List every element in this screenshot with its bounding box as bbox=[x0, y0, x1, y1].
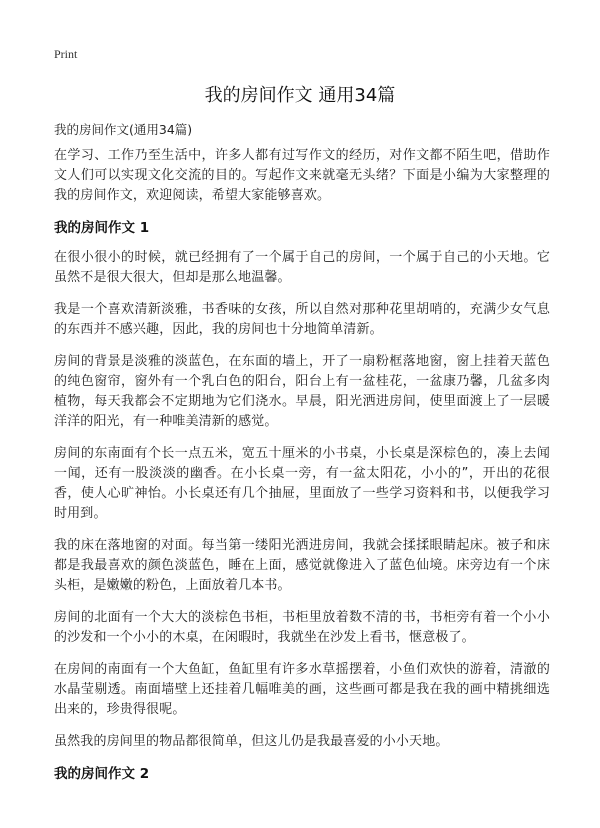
section-heading: 我的房间作文 1 bbox=[54, 220, 150, 236]
body-paragraph: 房间的东南面有个长一点五米，宽五十厘米的小书桌，小长桌是深棕色的，凑上去闻一闻，还有一股淡淡的幽香。在小长桌一旁，有一盆太阳花，小小的”，开出的花很香，使人心旷神怡。小长桌还有几个抽屉，里面放了一些学习资料和书，以便我学习时用到。 bbox=[54, 446, 550, 521]
body-paragraph: 我是一个喜欢清新淡雅，书香味的女孩，所以自然对那种花里胡哨的，充满少女气息的东西并不感兴趣，因此，我的房间也十分地简单清新。 bbox=[54, 302, 550, 337]
document-subtitle: 我的房间作文(通用34篇) bbox=[54, 122, 193, 137]
body-paragraph: 我的床在落地窗的对面。每当第一缕阳光洒进房间，我就会揉揉眼睛起床。被子和床都是我最喜欢的颜色淡蓝色，睡在上面，感觉就像进入了蓝色仙境。床旁边有一个床头柜，是嫩嫩的粉色，上面放着几本书。 bbox=[54, 538, 550, 593]
body-paragraph: 在房间的南面有一个大鱼缸，鱼缸里有许多水草摇摆着，小鱼们欢快的游着，清澈的水晶莹剔透。南面墙壁上还挂着几幅唯美的画，这些画可都是我在我的画中精挑细选出来的，珍贵得很呢。 bbox=[54, 662, 550, 717]
print-link[interactable]: Print bbox=[54, 47, 78, 61]
body-paragraph: 房间的背景是淡雅的淡蓝色，在东面的墙上，开了一扇粉框落地窗，窗上挂着天蓝色的纯色窗帘，窗外有一个乳白色的阳台，阳台上有一盆桂花，一盆康乃馨，几盆多肉植物，每天我都会不定期地为它们浇水。早晨，阳光洒进房间，使里面渡上了一层暖洋洋的阳光，有一种唯美清新的感觉。 bbox=[54, 354, 550, 429]
body-paragraph: 房间的北面有一个大大的淡棕色书柜，书柜里放着数不清的书，书柜旁有着一个小小的沙发和一个小小的木桌，在闲暇时，我就坐在沙发上看书，惬意极了。 bbox=[54, 610, 550, 645]
body-paragraph: 虽然我的房间里的物品都很简单，但这儿仍是我最喜爱的小小天地。 bbox=[54, 734, 449, 749]
article-body bbox=[54, 146, 550, 794]
body-paragraph: 在很小很小的时候，就已经拥有了一个属于自己的房间，一个属于自己的小天地。它虽然不是很大很大，但却是那么地温馨。 bbox=[54, 250, 550, 285]
page-title: 我的房间作文 通用34篇 bbox=[204, 85, 396, 106]
section-heading: 我的房间作文 2 bbox=[54, 766, 150, 782]
intro-paragraph: 在学习、工作乃至生活中，许多人都有过写作文的经历，对作文都不陌生吧，借助作文人们可以实现文化交流的目的。写起作文来就毫无头绪？下面是小编为大家整理的我的房间作文，欢迎阅读，希望大家能够喜欢。 bbox=[54, 148, 550, 203]
